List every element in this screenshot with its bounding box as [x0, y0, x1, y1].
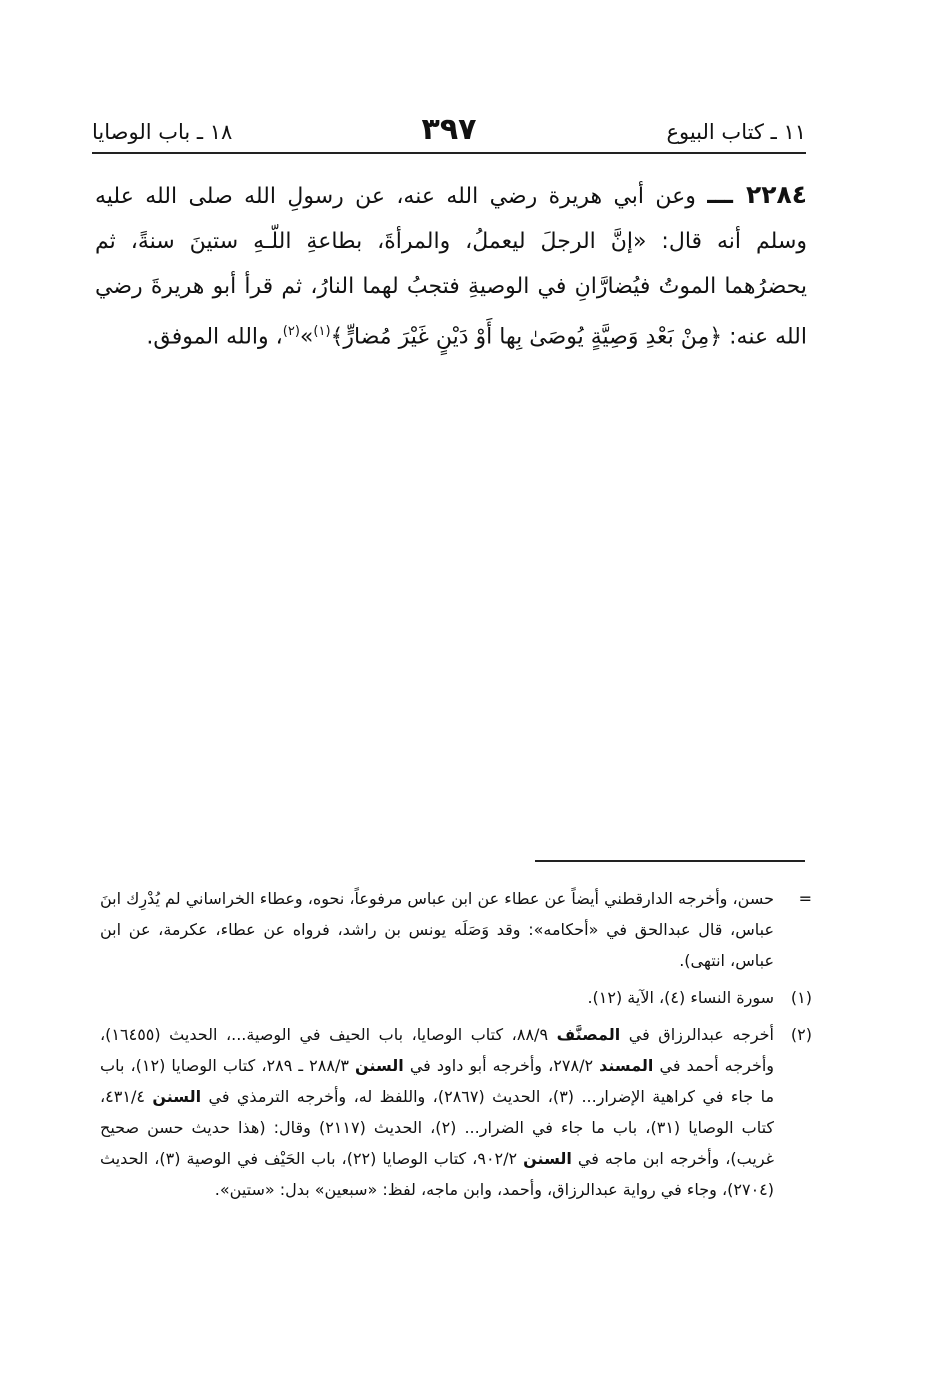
source-title: السنن	[523, 1149, 572, 1168]
footnote-2	[100, 1019, 812, 1205]
footnote-text: حسن، وأخرجه الدارقطني أيضاً عن عطاء عن ابن عباس مرفوعاً، نحوه، وعطاء الخراساني لم يُدْرِك ابنَ عباس، قال عبدالحق في «أحكامه»: وقد وَصَلَه يونس بن راشد، فرواه عن عطاء، عكرمة، عن ابن عباس، انتهى).	[100, 889, 774, 970]
footnote-text: ٢٨٨/٣ ـ ٢٨٩، كتاب الوصايا (١٢)، باب ما جاء في كراهية الإضرار... (٣)، الحديث (٢٨٦٧)، واللفظ له، وأخرجه الترمذي في	[100, 1056, 775, 1106]
footnote-text: ٤٣١/٤، كتاب الوصايا (٣١)، باب ما جاء في الضرار... (٢)، الحديث (٢١١٧) وقال: (هذا حديث حسن صحيح غريب)، وأخرجه ابن ماجه في	[100, 1087, 775, 1168]
footnote-ref-2: (٢)	[282, 324, 300, 339]
hadith-text-end: ، والله الموفق.	[146, 324, 283, 350]
footnote-text: سورة النساء (٤)، الآية (١٢).	[587, 988, 774, 1007]
hadith-text: وعن أبي هريرة رضي الله عنه، عن رسولِ الله صلى الله عليه وسلم أنه قال: «إنَّ الرجلَ ليعملُ، والمرأةَ، بطاعةِ اللّـهِ ستينَ سنةً، ثم يحضرُهما الموتُ فيُضارَّانِ في الوصيةِ فتجبُ لهما النارُ، ثم قرأ أبو هريرةَ رضي الله عنه: ﴿مِنْ بَعْدِ وَصِيَّةٍ يُوصَىٰ بِها أَوْ دَيْنٍ غَيْرَ مُضارٍّ﴾	[95, 184, 807, 350]
footnote-mark: (٢)	[790, 1025, 812, 1044]
source-title: السنن	[355, 1056, 404, 1075]
running-header	[92, 112, 806, 154]
hadith-text-quote-close: »	[299, 324, 314, 350]
footnote-text: ٢٧٨/٢، وأخرجه أبو داود في	[403, 1056, 600, 1075]
footnote-text: أخرجه عبدالرزاق في	[620, 1025, 775, 1044]
source-title: السنن	[152, 1087, 202, 1106]
footnote-1	[100, 982, 812, 1013]
page-number: ٣٩٧	[421, 112, 477, 147]
hadith-number: ٢٢٨٤ ـــ	[707, 180, 807, 209]
footnotes	[100, 883, 812, 1205]
source-title: المصنَّف	[556, 1025, 621, 1044]
footnote-mark: =	[798, 889, 812, 908]
footnote-text: ٩٠٢/٢، كتاب الوصايا (٢٢)، باب الحَيْف في الوصية (٣)، الحديث (٢٧٠٤)، وجاء في رواية عبدالرزاق، وأحمد، وابن ماجه، لفظ: «سبعين» بدل: «ستين».	[100, 1149, 774, 1199]
footnote-divider	[535, 860, 805, 862]
book-title: ١١ ـ كتاب البيوع	[666, 120, 806, 144]
chapter-title: ١٨ ـ باب الوصايا	[92, 120, 233, 144]
footnote-continuation	[100, 883, 812, 976]
source-title: المسند	[599, 1056, 654, 1075]
footnote-text: ٨٨/٩، كتاب الوصايا، باب الحيف في الوصية...، الحديث (١٦٤٥٥)، وأخرجه أحمد في	[100, 1025, 775, 1075]
hadith-body	[95, 172, 807, 359]
footnote-mark: (١)	[790, 988, 812, 1007]
footnote-ref-1: (١)	[313, 324, 331, 339]
